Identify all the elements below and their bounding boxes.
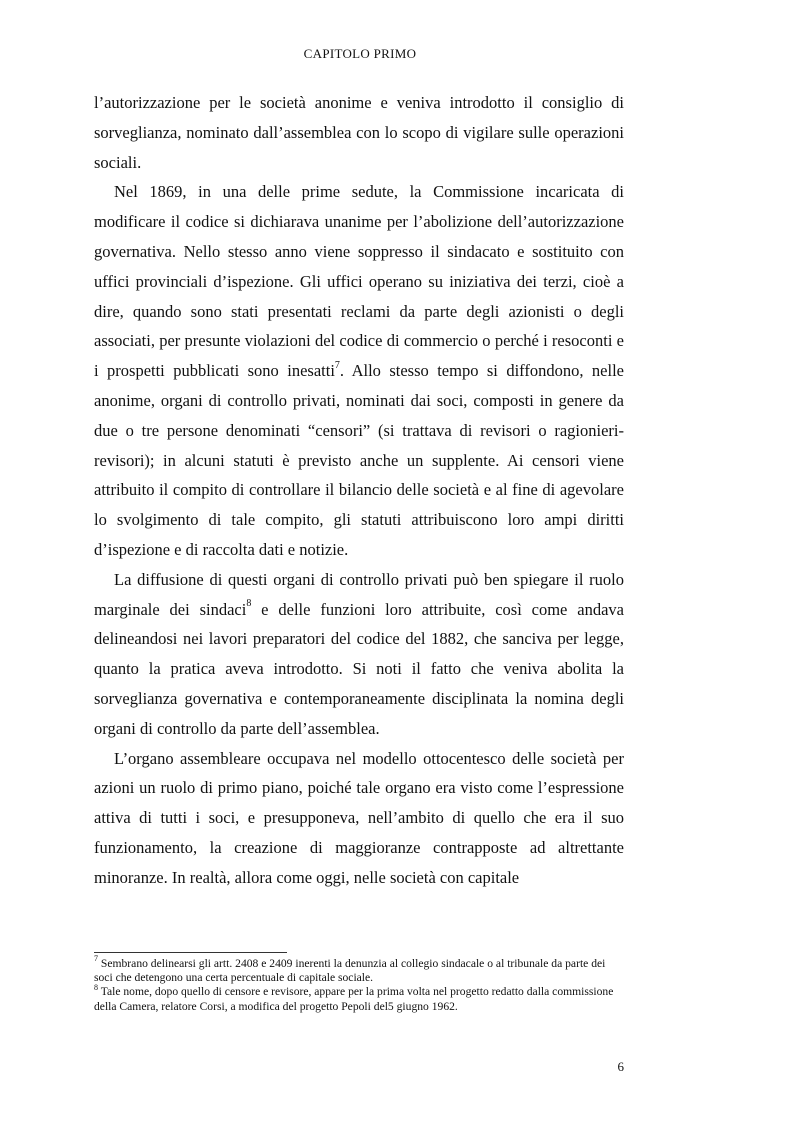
footnote-separator <box>94 952 287 953</box>
footnote <box>94 982 625 1013</box>
paragraph: l’autorizzazione per le società anonime e veniva introdotto il consiglio di sorveglianza, nominato dall’assemblea con lo scopo di vigilare sulle operazioni sociali. <box>94 93 624 172</box>
paragraph <box>94 177 624 564</box>
paragraph: L’organo assembleare occupava nel modello ottocentesco delle società per azioni un ruolo di primo piano, poiché tale organo era visto come l’espressione attiva di tutti i soci, e presupponeva, nell’ambito di quello che era il suo funzionamento, la creazione di maggioranze contrapposte ad altrettante minoranze. In realtà, allora come oggi, nelle società con capitale <box>94 748 624 887</box>
paragraph-text: La diffusione di questi organi di controllo privati può ben spiegare il ruolo marginale dei sindaci <box>94 569 624 619</box>
footnote-reference[interactable]: 8 <box>246 598 252 610</box>
page-number: 6 <box>617 1059 624 1074</box>
footnotes <box>94 954 625 1014</box>
paragraph <box>94 565 624 744</box>
footnote-text: Sembrano delinearsi gli artt. 2408 e 2409 inerenti la denunzia al collegio sindacale o al tribunale da parte dei soci che detengono una certa percentuale di capitale sociale. <box>94 957 606 985</box>
footnote <box>94 954 625 985</box>
footnote-number: 7 <box>94 954 98 964</box>
paragraph-text: . Allo stesso tempo si diffondono, nelle anonime, organi di controllo privati, nominati dai soci, composti in genere da due o tre persone denominati “censori” (si trattava di revisori o ragionieri-revisori); in alcuni statuti è previsto anche un supplente. Ai censori viene attribuito il compito di controllare il bilancio delle società e al fine di agevolare lo svolgimento di tale compito, gli statuti attribuiscono loro ampi diritti d’ispezione e di raccolta dati e notizie. <box>94 361 624 559</box>
paragraph-text: Nel 1869, in una delle prime sedute, la Commissione incaricata di modificare il codice si dichiarava unanime per l’abolizione dell’autorizzazione governativa. Nello stesso anno viene soppresso il sindacato e sostituito con uffici provinciali d’ispezione. Gli uffici operano su iniziativa dei terzi, cioè a dire, quando sono stati presentati reclami da parte degli azionisti o degli associati, per presunte violazioni del codice di commercio o perché i resoconti e i prospetti pubblicati sono inesatti <box>94 182 624 381</box>
running-header: CAPITOLO PRIMO <box>303 46 417 61</box>
body-text <box>94 88 624 893</box>
footnote-reference[interactable]: 7 <box>334 359 340 371</box>
footnote-number: 8 <box>94 982 98 992</box>
footnote-text: Tale nome, dopo quello di censore e revisore, appare per la prima volta nel progetto redatto dalla commissione della Camera, relatore Corsi, a modifica del progetto Pepoli del5 giugno 1962. <box>94 985 614 1013</box>
paragraph-text: e delle funzioni loro attribuite, così come andava delineandosi nei lavori preparatori del codice del 1882, che sanciva per legge, quanto la pratica aveva introdotto. Si noti il fatto che veniva abolita la sorveglianza governativa e contemporaneamente disciplinata la nomina degli organi di controllo da parte dell’assemblea. <box>94 599 624 738</box>
